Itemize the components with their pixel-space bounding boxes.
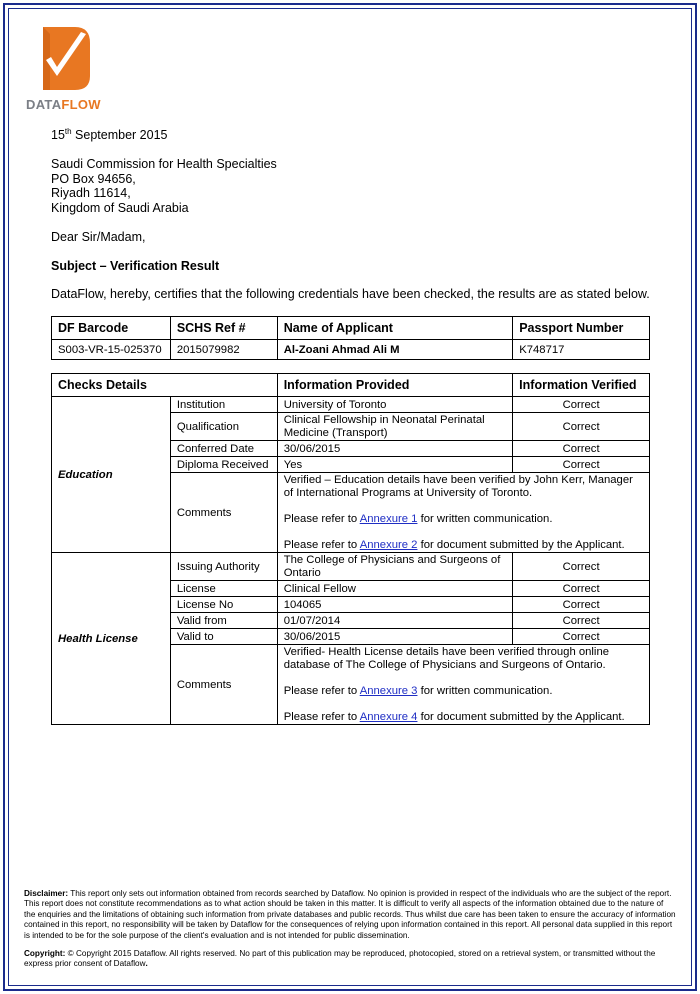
check-label: Institution — [170, 397, 277, 413]
disclaimer: Disclaimer: This report only sets out information obtained from records searched by Dataflow. No opinion is provided in respect of the individuals who are the subject of the report. This report does not constitute recommendations as to what action should be taken in this matter. It is difficult to verify all aspects of the information obtained due to the nature of the enquiries and the limitations of obtaining such information from private databases and public records. Thus whilst due care has been taken to ensure the accuracy of information contained in this report, no responsibility will be taken by Dataflow for the consequences of relying upon information contained in this report. All personal data supplied in this report is intended to be for the sole purpose of the client's evaluation and is not intended for public dissemination. — [24, 889, 676, 940]
check-status: Correct — [513, 613, 650, 629]
check-status: Correct — [513, 597, 650, 613]
copyright-notice: Copyright: © Copyright 2015 Dataflow. All rights reserved. No part of this publication may be reproduced, photocopied, stored on a retrieval system, or transmitted without the express prior consent of Dataflow. — [24, 949, 656, 969]
annexure-2-link[interactable]: Annexure 2 — [359, 538, 418, 551]
address-line: Kingdom of Saudi Arabia — [51, 200, 189, 215]
annexure-3-link[interactable]: Annexure 3 — [359, 684, 418, 697]
check-status: Correct — [513, 413, 650, 441]
comment-reference: Please refer to Annexure 2 for document submitted by the Applicant. — [283, 538, 625, 551]
check-provided: The College of Physicians and Surgeons of Ontario — [277, 553, 512, 581]
check-label: License — [170, 581, 277, 597]
checks-table — [51, 373, 650, 725]
header-schs-ref: SCHS Ref # — [170, 317, 277, 340]
check-label: Issuing Authority — [170, 553, 277, 581]
comment-reference: Please refer to Annexure 4 for document submitted by the Applicant. — [283, 710, 625, 723]
check-provided: 104065 — [277, 597, 512, 613]
check-provided: Clinical Fellowship in Neonatal Perinatal Medicine (Transport) — [277, 413, 512, 441]
letter-date: 15th September 2015 — [51, 126, 168, 142]
comment-text: Verified- Health License details have been verified through online database of The College of Physicians and Surgeons of Ontario. — [283, 645, 610, 671]
check-status: Correct — [513, 553, 650, 581]
address-line: PO Box 94656, — [51, 171, 136, 186]
check-provided: University of Toronto — [277, 397, 512, 413]
comment-reference: Please refer to Annexure 3 for written communication. — [283, 684, 553, 697]
address-line: Riyadh 11614, — [51, 186, 131, 200]
check-label: Valid from — [170, 613, 277, 629]
applicant-name-value: Al-Zoani Ahmad Ali M — [277, 340, 512, 360]
comment-text: Verified – Education details have been verified by John Kerr, Manager of International Programs at University of Toronto. — [283, 473, 633, 499]
check-label: Qualification — [170, 413, 277, 441]
section-education-label: Education — [52, 397, 171, 553]
greeting: Dear Sir/Madam, — [51, 230, 146, 244]
check-provided: 01/07/2014 — [277, 613, 512, 629]
passport-number-value: K748717 — [513, 340, 650, 360]
intro-paragraph: DataFlow, hereby, certifies that the following credentials have been checked, the results are as stated below. — [51, 287, 650, 301]
education-comments — [277, 473, 649, 553]
comment-reference: Please refer to Annexure 1 for written communication. — [283, 512, 553, 525]
check-provided: 30/06/2015 — [277, 441, 512, 457]
table-header-row — [52, 374, 650, 397]
section-health-license-label: Health License — [52, 553, 171, 725]
schs-ref-value: 2015079982 — [170, 340, 277, 360]
subject-line: Subject – Verification Result — [51, 259, 220, 273]
check-provided: Yes — [277, 457, 512, 473]
logo-wordmark: DATAFLOW — [26, 97, 101, 112]
header-information-provided: Information Provided — [277, 374, 512, 397]
recipient-address — [51, 157, 277, 215]
check-label: Valid to — [170, 629, 277, 645]
check-status: Correct — [513, 397, 650, 413]
check-status: Correct — [513, 457, 650, 473]
df-barcode-value: S003-VR-15-025370 — [52, 340, 171, 360]
table-row — [52, 553, 650, 581]
check-status: Correct — [513, 441, 650, 457]
header-passport-number: Passport Number — [513, 317, 650, 340]
check-provided: 30/06/2015 — [277, 629, 512, 645]
check-label: Diploma Received — [170, 457, 277, 473]
check-label: License No — [170, 597, 277, 613]
header-applicant-name: Name of Applicant — [277, 317, 512, 340]
header-checks-details: Checks Details — [52, 374, 278, 397]
table-row — [52, 340, 650, 360]
check-status: Correct — [513, 581, 650, 597]
check-label: Conferred Date — [170, 441, 277, 457]
table-row — [52, 397, 650, 413]
check-status: Correct — [513, 629, 650, 645]
header-information-verified: Information Verified — [513, 374, 650, 397]
applicant-table — [51, 316, 650, 360]
annexure-1-link[interactable]: Annexure 1 — [359, 512, 418, 525]
comments-label: Comments — [170, 645, 277, 725]
address-line: Saudi Commission for Health Specialties — [51, 157, 277, 171]
check-provided: Clinical Fellow — [277, 581, 512, 597]
comments-label: Comments — [170, 473, 277, 553]
table-header-row — [52, 317, 650, 340]
annexure-4-link[interactable]: Annexure 4 — [359, 710, 418, 723]
health-license-comments — [277, 645, 649, 725]
header-df-barcode: DF Barcode — [52, 317, 171, 340]
